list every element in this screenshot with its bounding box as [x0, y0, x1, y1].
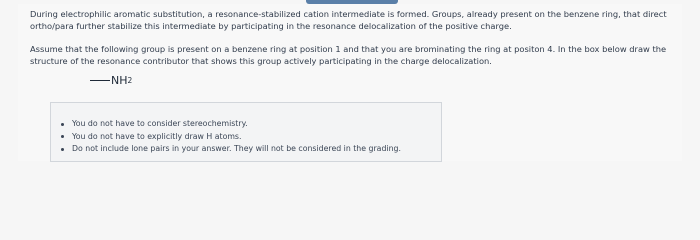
bond-line: [90, 80, 110, 81]
list-item: [61, 143, 401, 156]
group-label: NH: [111, 74, 128, 87]
substituent-group: [90, 74, 132, 87]
instruction-text: You do not have to explicitly draw H atoms.: [72, 131, 242, 141]
instructions-list: [61, 118, 401, 156]
instruction-text: You do not have to consider stereochemistry.: [72, 119, 248, 128]
group-subscript: 2: [127, 76, 133, 85]
instructions-box: [50, 102, 442, 162]
instruction-text: Do not include lone pairs in your answer. They will not be considered in the grading.: [72, 144, 401, 153]
bullet-icon: [61, 123, 64, 126]
list-item: [61, 118, 401, 131]
bullet-icon: [61, 135, 64, 138]
question-paragraph-task: Assume that the following group is present on a benzene ring at position 1 and that you are brominating the ring at positon 4. In the box below draw the structure of the resonance contributor that shows this group actively participating in the charge delocalization.: [30, 44, 667, 66]
bullet-icon: [61, 148, 64, 151]
question-paragraph-intro: During electrophilic aromatic substitution, a resonance-stabilized cation intermediate is formed. Groups, already present on the benzene ring, that direct ortho/para further stabilize this intermediate by participating in the resonance delocalization of the positive charge.: [30, 9, 667, 31]
list-item: [61, 131, 401, 144]
question-panel: [18, 4, 682, 161]
